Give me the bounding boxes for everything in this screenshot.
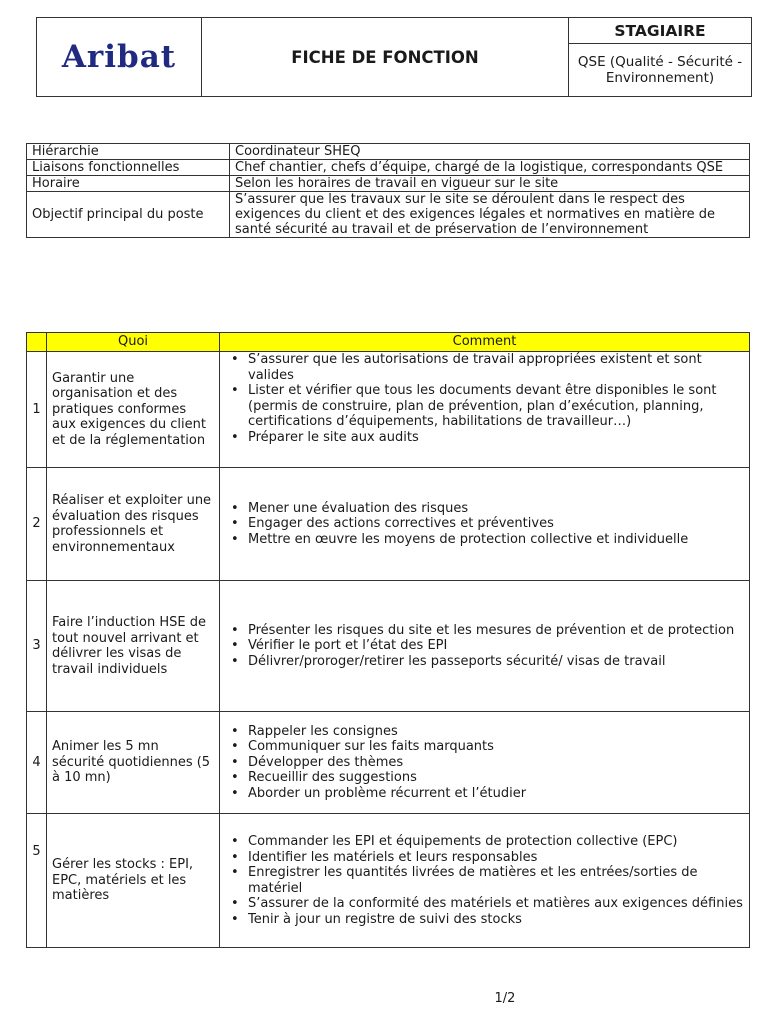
task-comment (220, 468, 750, 581)
comment-item: • Présenter les risques du site et les mesures de prévention et de protection (248, 623, 745, 639)
info-label: Hiérarchie (27, 144, 230, 160)
task-number: 3 (27, 581, 47, 712)
task-number: 4 (27, 712, 47, 814)
comment-item: • Rappeler les consignes (248, 724, 745, 740)
comment-item: • Vérifier le port et l’état des EPI (248, 638, 745, 654)
info-value: S’assurer que les travaux sur le site se déroulent dans le respect des exigences du client et des exigences légales et normatives en matière de santé sécurité au travail et de préservation de l’environnement (230, 192, 750, 238)
comment-item: • S’assurer que les autorisations de travail appropriées existent et sont valides (248, 352, 745, 383)
task-row (27, 581, 750, 712)
company-logo: Aribat (61, 39, 177, 75)
task-row (27, 352, 750, 468)
comment-item: • S’assurer de la conformité des matériels et matières aux exigences définies (248, 896, 745, 912)
task-quoi: Garantir une organisation et des pratiques conformes aux exigences du client et de la réglementation (47, 352, 220, 468)
logo-cell (37, 18, 202, 97)
comment-item: • Tenir à jour un registre de suivi des stocks (248, 912, 745, 928)
header-comment: Comment (220, 333, 750, 352)
task-comment (220, 814, 750, 948)
info-value: Selon les horaires de travail en vigueur sur le site (230, 176, 750, 192)
info-row (27, 176, 750, 192)
comment-item: • Communiquer sur les faits marquants (248, 739, 745, 755)
task-quoi: Faire l’induction HSE de tout nouvel arrivant et délivrer les visas de travail individuels (47, 581, 220, 712)
role-title: STAGIAIRE (569, 18, 752, 44)
comment-item: • Mener une évaluation des risques (248, 501, 745, 517)
task-row (27, 468, 750, 581)
comment-item: • Engager des actions correctives et préventives (248, 516, 745, 532)
comment-item: • Recueillir des suggestions (248, 770, 745, 786)
document-header (36, 17, 752, 97)
info-label: Liaisons fonctionnelles (27, 160, 230, 176)
comment-item: • Mettre en œuvre les moyens de protection collective et individuelle (248, 532, 745, 548)
task-comment (220, 712, 750, 814)
document-title: FICHE DE FONCTION (202, 18, 569, 97)
page-number: 1/2 (494, 991, 516, 1006)
task-comment (220, 352, 750, 468)
info-row (27, 160, 750, 176)
tasks-header-row (27, 333, 750, 352)
task-number: 5 (27, 814, 47, 948)
comment-item: • Commander les EPI et équipements de protection collective (EPC) (248, 834, 745, 850)
comment-item: • Préparer le site aux audits (248, 430, 745, 446)
task-quoi: Animer les 5 mn sécurité quotidiennes (5 à 10 mn) (47, 712, 220, 814)
header-number-cell (27, 333, 47, 352)
comment-item: • Enregistrer les quantités livrées de matières et les entrées/sorties de matériel (248, 865, 745, 896)
tasks-table (26, 332, 750, 948)
comment-item: • Lister et vérifier que tous les documents devant être disponibles le sont (permis de construire, plan de prévention, plan d’exécution, planning, certifications d’équipements, habilitations de travailleur…) (248, 383, 745, 430)
info-value: Chef chantier, chefs d’équipe, chargé de la logistique, correspondants QSE (230, 160, 750, 176)
info-label: Horaire (27, 176, 230, 192)
comment-item: • Développer des thèmes (248, 755, 745, 771)
info-label: Objectif principal du poste (27, 192, 230, 238)
info-value: Coordinateur SHEQ (230, 144, 750, 160)
task-comment (220, 581, 750, 712)
info-row (27, 144, 750, 160)
header-quoi: Quoi (47, 333, 220, 352)
task-row (27, 712, 750, 814)
task-quoi: Réaliser et exploiter une évaluation des risques professionnels et environnementaux (47, 468, 220, 581)
comment-item: • Identifier les matériels et leurs responsables (248, 850, 745, 866)
task-quoi: Gérer les stocks : EPI, EPC, matériels et les matières (47, 814, 220, 948)
comment-item: • Aborder un problème récurrent et l’étudier (248, 786, 745, 802)
info-row (27, 192, 750, 238)
info-table (26, 143, 750, 238)
task-number: 1 (27, 352, 47, 468)
department-label: QSE (Qualité - Sécurité - Environnement) (569, 44, 752, 97)
task-number: 2 (27, 468, 47, 581)
task-row (27, 814, 750, 948)
comment-item: • Délivrer/proroger/retirer les passeports sécurité/ visas de travail (248, 654, 745, 670)
